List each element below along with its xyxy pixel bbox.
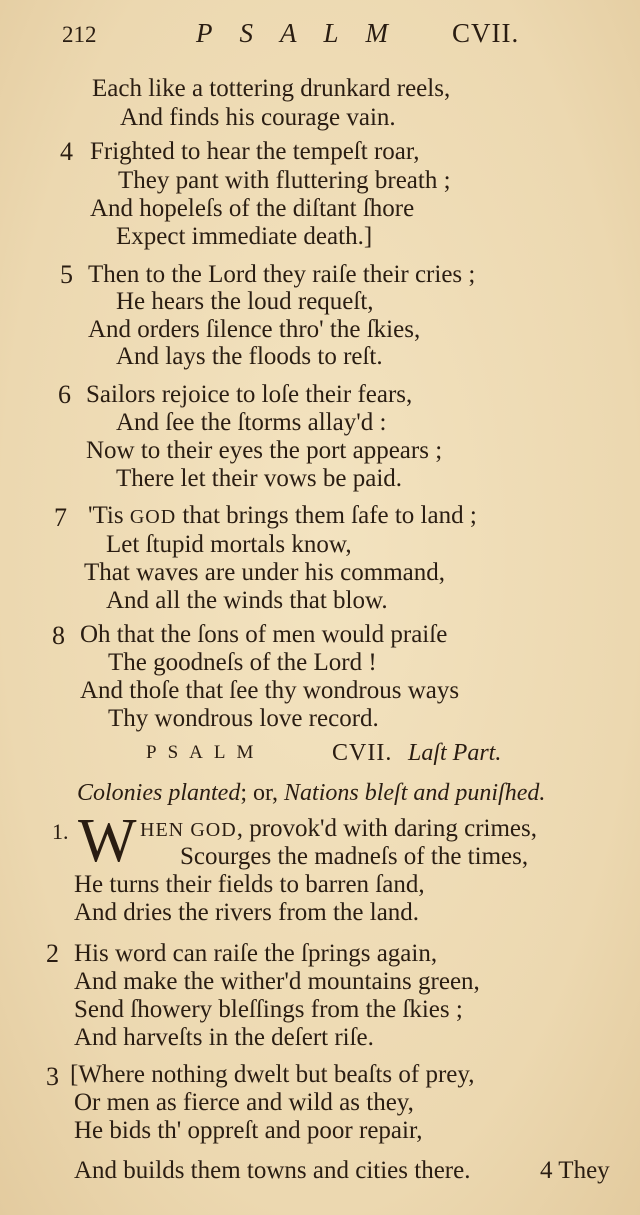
verse-number: 7 (54, 503, 67, 532)
verse-line: Frighted to hear the tempeſt roar, (90, 138, 420, 165)
section-title-number: CVII. (332, 740, 393, 766)
psalm-number: CVII. (452, 18, 520, 48)
verse-line: Or men as fierce and wild as they, (74, 1089, 414, 1116)
verse-line: And dries the rivers from the land. (74, 899, 420, 926)
verse-line: His word can raiſe the ſprings again, (74, 940, 438, 967)
verse-line: The goodneſs of the Lord ! (108, 649, 377, 676)
verse-line: Each like a tottering drunkard reels, (92, 75, 451, 102)
verse-line: Sailors rejoice to loſe their fears, (86, 381, 413, 408)
verse-line: That waves are under his command, (84, 559, 445, 586)
section-subtitle (77, 780, 545, 807)
verse-number: 4 (60, 137, 73, 166)
running-header (0, 18, 640, 54)
verse-line: [Where nothing dwelt but beaſts of prey, (70, 1061, 475, 1088)
verse-line: They pant with fluttering breath ; (118, 167, 451, 194)
small-caps-god: GOD (190, 819, 237, 841)
verse-line: And ſee the ſtorms allay'd : (116, 409, 387, 436)
verse-line: And orders ſilence thro' the ſkies, (88, 316, 421, 343)
verse-line: And harveſts in the deſert riſe. (74, 1024, 374, 1051)
section-title (0, 740, 640, 770)
page-number: 212 (62, 22, 97, 47)
verse-line: Thy wondrous love record. (108, 705, 379, 732)
verse-line: He turns their fields to barren ſand, (74, 871, 425, 898)
verse-line: And builds them towns and cities there. (74, 1157, 471, 1184)
subtitle-sep: ; or, (240, 780, 279, 806)
verse-line: And lays the floods to reſt. (116, 343, 383, 370)
section-title-word: PSALM (146, 742, 265, 763)
verse-line: Scourges the madneſs of the times, (180, 843, 529, 870)
verse-line: He hears the loud requeſt, (116, 288, 374, 315)
verse-number: 1. (52, 819, 69, 844)
verse-line: And all the winds that blow. (106, 587, 388, 614)
subtitle-b: Nations bleſt and puniſhed. (284, 780, 546, 806)
verse-line: Then to the Lord they raiſe their cries ; (88, 261, 476, 288)
verse-line: And thoſe that ſee thy wondrous ways (80, 677, 460, 704)
verse-line: Oh that the ſons of men would praiſe (80, 621, 448, 648)
verse-text: that brings them ſafe to land ; (182, 502, 477, 529)
verse-text: , provok'd with daring crimes, (236, 815, 537, 842)
small-caps-hen: HEN (140, 819, 185, 841)
verse-text: 'Tis (88, 502, 124, 529)
verse-line (88, 502, 477, 531)
verse-line: There let their vows be paid. (116, 465, 403, 492)
verse-line (140, 815, 537, 844)
section-title-part: Laſt Part. (408, 740, 502, 766)
small-caps-god: GOD (129, 506, 177, 528)
verse-line: Send ſhowery bleſſings from the ſkies ; (74, 996, 463, 1023)
verse-line: Let ſtupid mortals know, (106, 531, 352, 558)
verse-line: And make the wither'd mountains green, (74, 968, 480, 995)
verse-line: He bids th' oppreſt and poor repair, (74, 1117, 423, 1144)
catchword: 4 They (540, 1157, 610, 1184)
verse-line: Now to their eyes the port appears ; (86, 437, 443, 464)
verse-line: And finds his courage vain. (120, 104, 396, 131)
drop-cap: W (78, 807, 137, 875)
verse-line: Expect immediate death.] (116, 223, 373, 250)
verse-line: And hopeleſs of the diſtant ſhore (90, 195, 415, 222)
running-title: PSALM (196, 18, 415, 48)
verse-number: 6 (58, 380, 71, 409)
verse-number: 5 (60, 260, 73, 289)
verse-number: 8 (52, 621, 65, 650)
verse-number: 3 (46, 1062, 59, 1091)
verse-number: 2 (46, 939, 59, 968)
subtitle-a: Colonies planted (77, 780, 241, 806)
